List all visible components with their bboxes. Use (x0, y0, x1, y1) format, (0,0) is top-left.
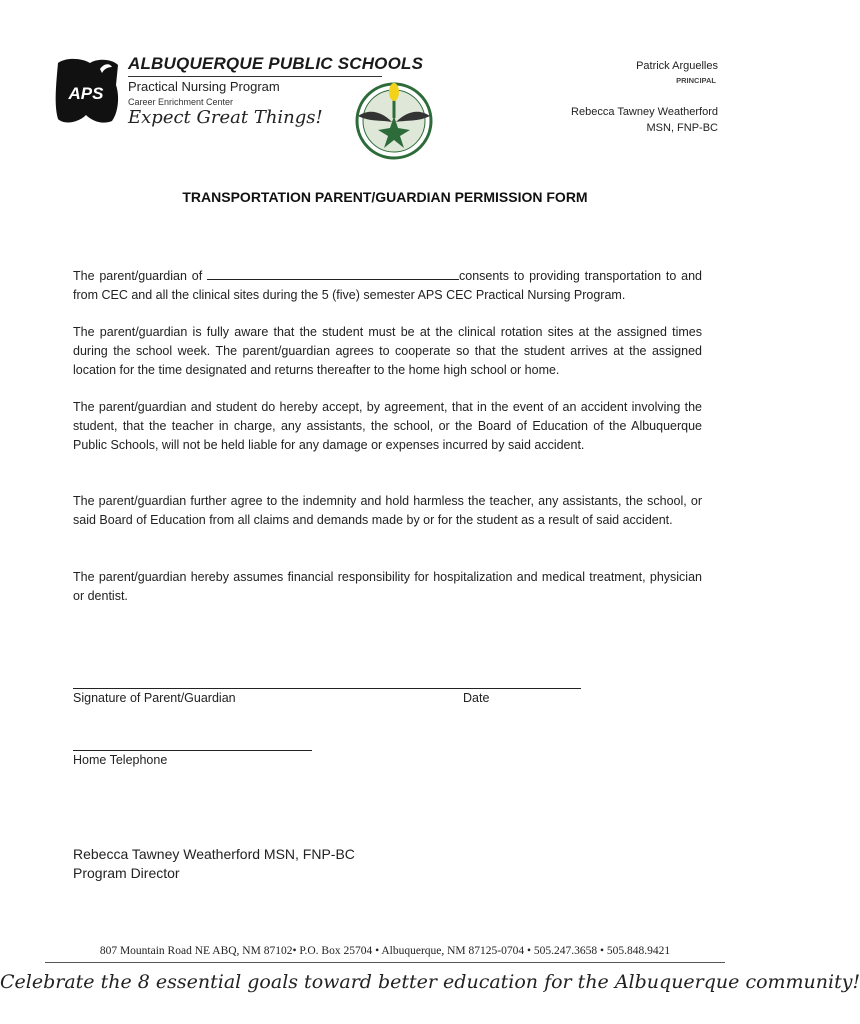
aps-logo (52, 55, 122, 127)
home-telephone-field[interactable] (73, 750, 312, 751)
director-name: Rebecca Tawney Weatherford (571, 106, 718, 118)
logo-text: APS (68, 84, 104, 103)
paragraph-indemnity: The parent/guardian further agree to the indemnity and hold harmless the teacher, any assistants, the school, or said Board of Education from all claims and demands made by or for the student as a result of said accident. (73, 494, 702, 527)
paragraph-financial: The parent/guardian hereby assumes financial responsibility for hospitalization and medical treatment, physician or dentist. (73, 570, 702, 603)
footer-address: 807 Mountain Road NE ABQ, NM 87102• P.O. Box 25704 • Albuquerque, NM 87125-0704 • 505.247.3658 • 505.848.9421 (99, 945, 671, 957)
paragraph-liability: The parent/guardian and student do hereby accept, by agreement, that in the event of an accident involving the student, that the teacher in charge, any assistants, the school, or the Board of Education of the Albuquerque Public Schools, will not be held liable for any damage or expenses incurred by said accident. (73, 400, 702, 452)
paragraph-consent (73, 266, 702, 305)
signature-label: Signature of Parent/Guardian (73, 691, 236, 705)
closing-name: Rebecca Tawney Weatherford MSN, FNP-BC (73, 846, 355, 862)
principal-name: Patrick Arguelles (636, 60, 718, 72)
footer-rule (45, 962, 725, 963)
principal-title: PRINCIPAL (676, 76, 716, 85)
paragraph-consent-start: The parent/guardian of (73, 269, 207, 283)
nursing-emblem-icon (354, 78, 434, 160)
program-name: Practical Nursing Program (128, 79, 280, 94)
director-credentials: MSN, FNP-BC (646, 122, 718, 134)
closing-title: Program Director (73, 865, 180, 881)
signature-field[interactable] (73, 688, 581, 689)
center-name: Career Enrichment Center (128, 97, 234, 107)
school-name: ALBUQUERQUE PUBLIC SCHOOLS (128, 54, 424, 73)
paragraph-attendance: The parent/guardian is fully aware that the student must be at the clinical rotation sites at the assigned times during the school week. The parent/guardian agrees to cooperate so that the student arrives at the assigned location for the time designated and returns thereafter to the home high school or home. (73, 325, 702, 377)
header-rule (128, 76, 382, 77)
student-name-field[interactable] (207, 266, 459, 280)
footer-motto: Celebrate the 8 essential goals toward better education for the Albuquerque community! (0, 971, 860, 993)
tagline: Expect Great Things! (128, 107, 323, 128)
form-title: TRANSPORTATION PARENT/GUARDIAN PERMISSION FORM (182, 189, 588, 205)
date-label: Date (463, 691, 490, 705)
home-telephone-label: Home Telephone (73, 753, 168, 767)
paragraph-consent-end: consents to providing transportation to and from CEC and all the clinical sites during the 5 (five) semester APS CEC Practical Nursing Program. (73, 269, 702, 302)
